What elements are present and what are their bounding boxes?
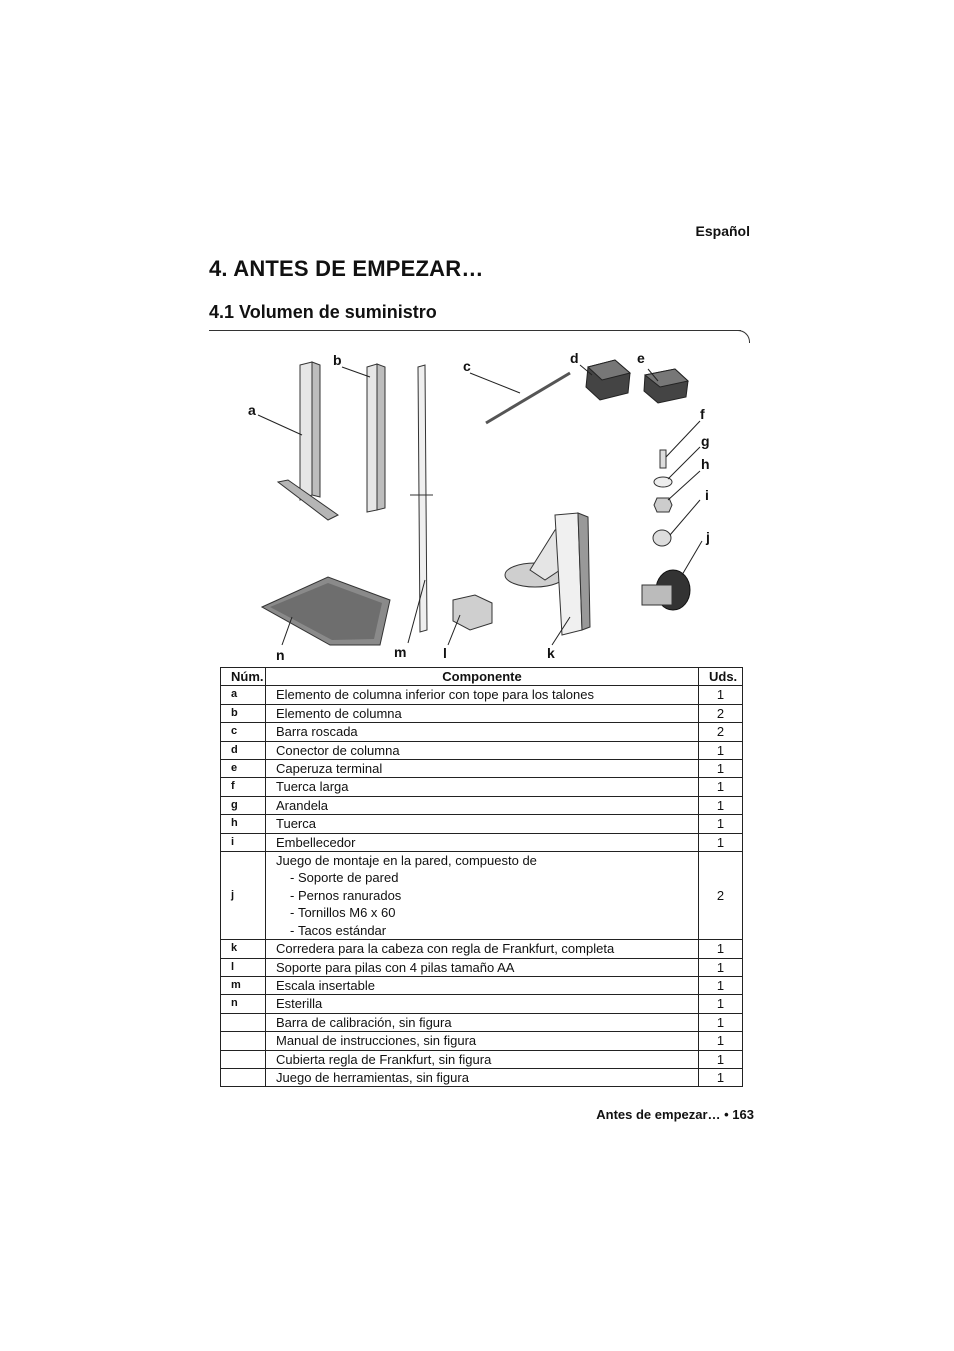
part-k-head-slide [505, 513, 590, 635]
row-component: Tuerca [266, 815, 699, 833]
table-row [221, 976, 743, 994]
page-footer: Antes de empezar… • 163 [596, 1107, 754, 1122]
row-component: Corredera para la cabeza con regla de Frankfurt, completa [266, 940, 699, 958]
row-qty: 1 [699, 796, 743, 814]
row-num: j [221, 852, 266, 940]
row-num [221, 1032, 266, 1050]
row-component: Barra de calibración, sin figura [266, 1013, 699, 1031]
part-d-connector [586, 360, 630, 400]
row-component: Soporte para pilas con 4 pilas tamaño AA [266, 958, 699, 976]
row-qty: 1 [699, 741, 743, 759]
section-rule [209, 330, 741, 331]
table-row [221, 958, 743, 976]
table-row [221, 1032, 743, 1050]
table-row [221, 940, 743, 958]
part-l-battery-holder [453, 595, 492, 630]
row-qty: 1 [699, 833, 743, 851]
table-header-row [221, 668, 743, 686]
row-qty: 2 [699, 704, 743, 722]
table-row [221, 704, 743, 722]
row-component: Esterilla [266, 995, 699, 1013]
figure-label-k: k [547, 645, 555, 661]
header-num: Núm. [221, 668, 266, 686]
part-i-cover [653, 530, 671, 546]
table-row [221, 723, 743, 741]
row-num: c [221, 723, 266, 741]
row-qty: 1 [699, 976, 743, 994]
row-num: e [221, 760, 266, 778]
figure-label-e: e [637, 350, 645, 366]
row-num: a [221, 686, 266, 704]
figure-label-m: m [394, 644, 407, 660]
figure-label-d: d [570, 350, 579, 366]
parts-table [220, 667, 743, 1087]
parts-illustration [230, 345, 730, 665]
subitem-text: Tacos estándar [297, 922, 387, 938]
language-label: Español [695, 223, 750, 239]
figure-label-g: g [701, 433, 710, 449]
row-component: Barra roscada [266, 723, 699, 741]
section-rule-corner [731, 330, 750, 343]
table-row [221, 778, 743, 796]
subitem: - Soporte de pared [290, 870, 399, 886]
row-num: f [221, 778, 266, 796]
header-component: Componente [266, 668, 699, 686]
row-component [266, 852, 699, 940]
figure-label-c: c [463, 358, 471, 374]
subitem: - Tacos estándar [290, 922, 387, 938]
figure-label-f: f [700, 406, 705, 422]
part-f-long-nut [660, 450, 666, 468]
row-qty: 1 [699, 686, 743, 704]
page-title: 4. ANTES DE EMPEZAR… [209, 256, 484, 281]
part-g-washer [654, 477, 672, 487]
header-qty: Uds. [699, 668, 743, 686]
row-component: Conector de columna [266, 741, 699, 759]
row-component: Cubierta regla de Frankfurt, sin figura [266, 1050, 699, 1068]
row-component: Embellecedor [266, 833, 699, 851]
row-component: Juego de herramientas, sin figura [266, 1068, 699, 1086]
row-qty: 1 [699, 958, 743, 976]
table-row [221, 741, 743, 759]
row-qty: 1 [699, 1032, 743, 1050]
table-row [221, 852, 743, 940]
table-row [221, 833, 743, 851]
row-num: d [221, 741, 266, 759]
subitem: - Pernos ranurados [290, 887, 402, 903]
figure-label-n: n [276, 647, 285, 663]
row-qty: 1 [699, 815, 743, 833]
table-row [221, 815, 743, 833]
row-num: l [221, 958, 266, 976]
table-row [221, 760, 743, 778]
part-n-mat [262, 577, 390, 645]
part-h-nut [654, 498, 672, 512]
figure-label-h: h [701, 456, 710, 472]
row-num: m [221, 976, 266, 994]
figure-label-b: b [333, 352, 342, 368]
row-component: Caperuza terminal [266, 760, 699, 778]
row-component: Tuerca larga [266, 778, 699, 796]
row-component-title: Juego de montaje en la pared, compuesto de [276, 853, 537, 869]
row-num: k [221, 940, 266, 958]
row-num: n [221, 995, 266, 1013]
row-qty: 1 [699, 995, 743, 1013]
table-row [221, 686, 743, 704]
row-num: i [221, 833, 266, 851]
subitem: - Tornillos M6 x 60 [290, 905, 396, 921]
row-qty: 1 [699, 1013, 743, 1031]
table-row [221, 796, 743, 814]
row-num [221, 1068, 266, 1086]
subitem-text: Tornillos M6 x 60 [297, 905, 396, 921]
row-num: h [221, 815, 266, 833]
table-row [221, 1068, 743, 1086]
subitem-text: Pernos ranurados [297, 887, 402, 903]
row-num [221, 1050, 266, 1068]
table-row [221, 1050, 743, 1068]
row-component: Elemento de columna [266, 704, 699, 722]
figure-label-a: a [248, 402, 256, 418]
figure-label-l: l [443, 645, 447, 661]
row-num: g [221, 796, 266, 814]
row-num: b [221, 704, 266, 722]
part-b-column [367, 364, 385, 512]
table-row [221, 995, 743, 1013]
part-a-column-lower [278, 362, 338, 520]
row-qty: 2 [699, 723, 743, 741]
row-component: Elemento de columna inferior con tope para los talones [266, 686, 699, 704]
row-num [221, 1013, 266, 1031]
part-j-wall-mount [642, 570, 690, 610]
row-qty: 1 [699, 760, 743, 778]
row-component: Arandela [266, 796, 699, 814]
figure-label-i: i [705, 487, 709, 503]
row-qty: 1 [699, 940, 743, 958]
row-qty: 1 [699, 778, 743, 796]
part-c-threaded-bar [486, 373, 570, 423]
table-row [221, 1013, 743, 1031]
row-qty: 1 [699, 1050, 743, 1068]
row-component: Escala insertable [266, 976, 699, 994]
subitem-text: Soporte de pared [297, 870, 399, 886]
row-qty: 2 [699, 852, 743, 940]
figure-label-j: j [706, 529, 710, 545]
section-title: 4.1 Volumen de suministro [209, 302, 437, 322]
row-qty: 1 [699, 1068, 743, 1086]
row-component: Manual de instrucciones, sin figura [266, 1032, 699, 1050]
part-e-endcap [644, 369, 688, 403]
